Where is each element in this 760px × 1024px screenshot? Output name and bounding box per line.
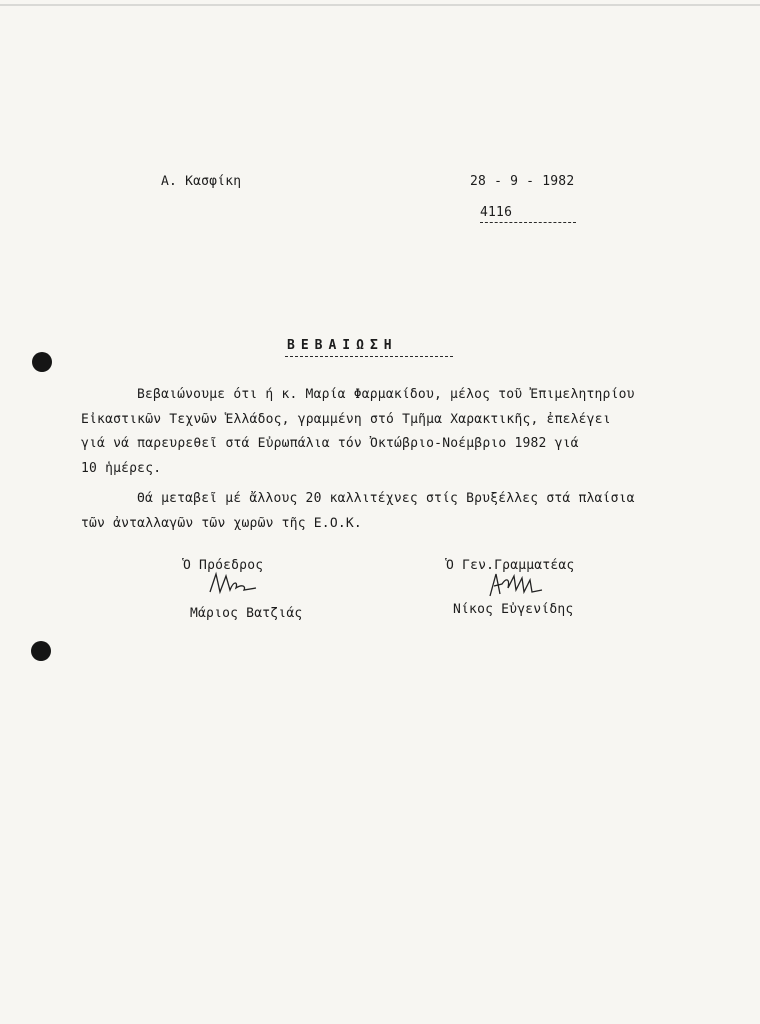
body-line: γιά νά παρευρεθεῖ στά Εὐρωπάλια τόν Ὀκτώβριο-Νοέμβριο 1982 γιά (81, 436, 579, 451)
body-line: 10 ἡμέρες. (81, 461, 162, 476)
protocol-number: 4116 (480, 205, 513, 220)
body-line: Θά μεταβεῖ μέ ἄλλους 20 καλλιτέχνες στίς Βρυξέλλες στά πλαίσια (137, 491, 635, 506)
president-title: Ὁ Πρόεδρος (183, 558, 264, 573)
sender-name: Α. Κασφίκη (161, 174, 242, 189)
document-title: ΒΕΒΑΙΩΣΗ (287, 338, 398, 353)
secretary-name: Νίκος Εὐγενίδης (453, 602, 574, 617)
body-line: Βεβαιώνουμε ότι ή κ. Μαρία Φαρμακίδου, μέλος τοῦ Ἐπιμελητηρίου (137, 387, 635, 402)
punch-hole (31, 641, 51, 661)
document-date: 28 - 9 - 1982 (470, 174, 575, 189)
title-underline (285, 356, 453, 357)
secretary-title: Ὁ Γεν.Γραμματέας (446, 558, 575, 573)
page-top-edge (0, 4, 760, 6)
body-line: τῶν ἀνταλλαγῶν τῶν χωρῶν τῆς Ε.Ο.Κ. (81, 516, 362, 531)
president-signature (208, 570, 258, 600)
president-name: Μάριος Βατζιάς (190, 606, 303, 621)
secretary-signature (486, 570, 546, 600)
protocol-underline (480, 222, 576, 223)
body-line: Εἰκαστικῶν Τεχνῶν Ἑλλάδος, γραμμένη στό Τμῆμα Χαρακτικῆς, ἐπελέγει (81, 412, 611, 427)
punch-hole (32, 352, 52, 372)
